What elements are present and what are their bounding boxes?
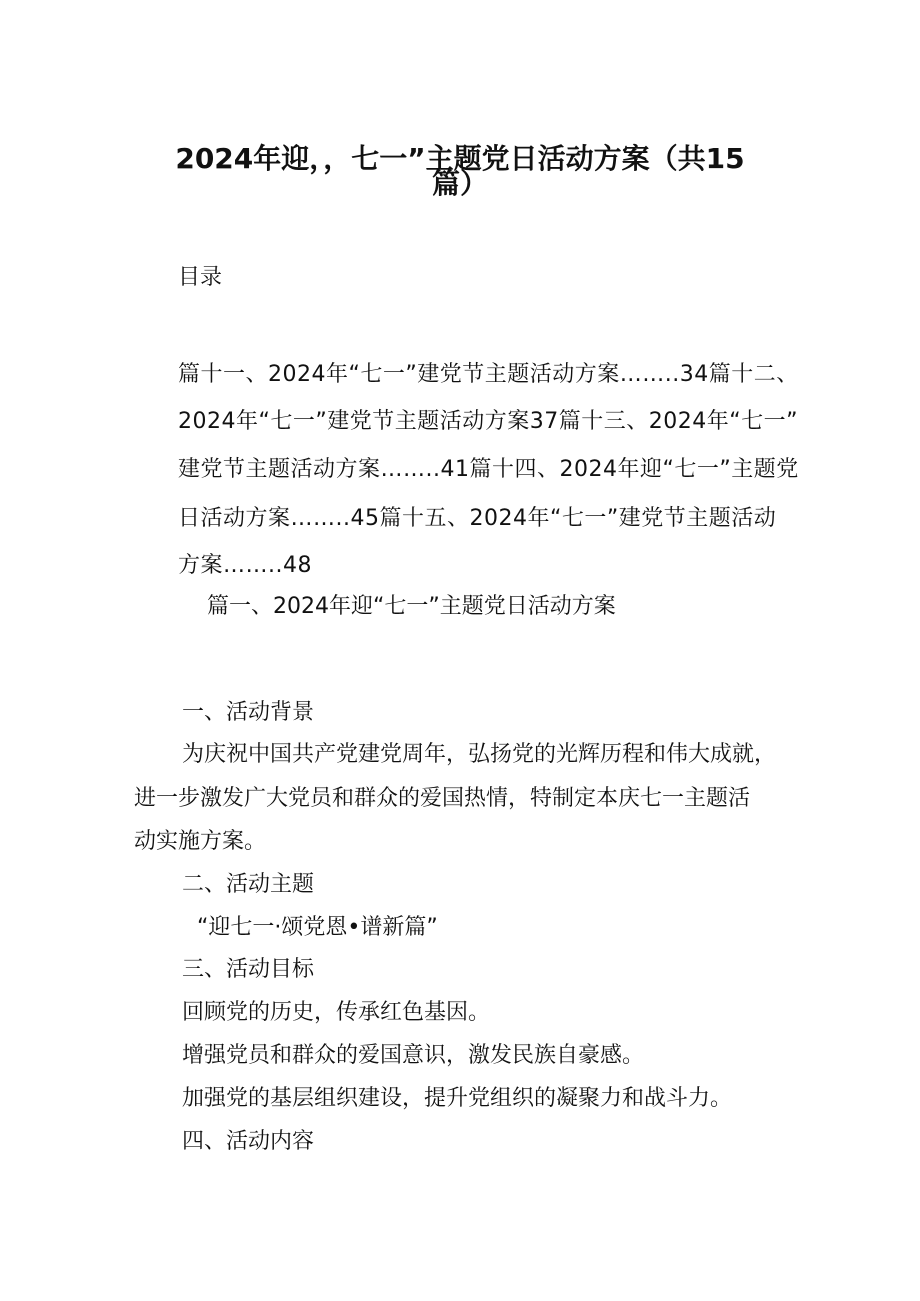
goal-item: 增强党员和群众的爱国意识，激发民族自豪感。 [182, 1043, 645, 1068]
goal-item: 加强党的基层组织建设，提升党组织的凝聚力和战斗力。 [182, 1086, 733, 1111]
background-paragraph-line: 动实施方案。 [134, 829, 267, 854]
section-heading-background: 一、活动背景 [182, 700, 315, 725]
document-title-line2: 篇） [431, 167, 488, 200]
theme-text: “迎七一·颂党恩•谱新篇” [197, 915, 438, 940]
toc-line: 方案……..48 [178, 553, 312, 578]
toc-heading: 目录 [178, 265, 223, 290]
toc-line: 建党节主题活动方案……..41篇十四、2024年迎“七一”主题党 [178, 457, 799, 482]
toc-line: 日活动方案……..45篇十五、2024年“七一”建党节主题活动 [178, 506, 777, 531]
chapter-heading: 篇一、2024年迎“七一”主题党日活动方案 [207, 594, 616, 619]
background-paragraph-line: 进一步激发广大党员和群众的爱国热情，特制定本庆七一主题活 [134, 786, 751, 811]
document-title-line1: 2024年迎，，七一”主题党日活动方案（共15 [175, 142, 745, 175]
section-heading-theme: 二、活动主题 [182, 872, 315, 897]
toc-line: 篇十一、2024年“七一”建党节主题活动方案……..34篇十二、 [178, 362, 799, 387]
section-heading-goals: 三、活动目标 [182, 957, 315, 982]
section-heading-content: 四、活动内容 [182, 1129, 315, 1154]
background-paragraph-line: 为庆祝中国共产党建党周年，弘扬党的光辉历程和伟大成就， [182, 742, 777, 767]
goal-item: 回顾党的历史，传承红色基因。 [182, 1000, 491, 1025]
toc-line: 2024年“七一”建党节主题活动方案37篇十三、2024年“七一” [178, 409, 799, 434]
